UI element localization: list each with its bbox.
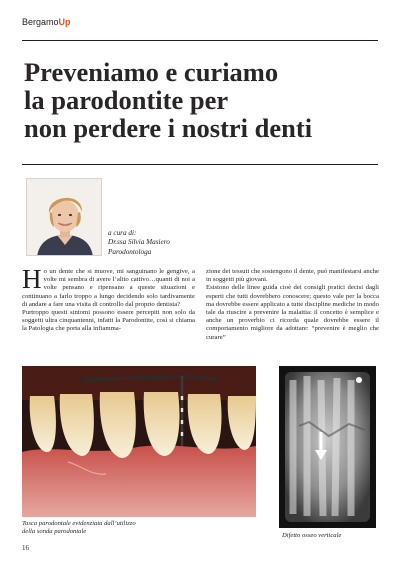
drop-cap: H bbox=[22, 264, 42, 294]
author-portrait-image bbox=[27, 179, 102, 256]
caption-line: Tasca parodontale evidenziata dall’utilizzo bbox=[22, 520, 136, 527]
byline-role: Parodontologa bbox=[108, 247, 152, 256]
title-line-2: la parodontite per bbox=[24, 85, 229, 115]
paragraph-text: o un dente che si muove, mi sanguinano le gengive, a volte mi sembra di avere l’alito cattivo…quanti di noi a volte pensano e ripensano a queste situazioni e continuano a farlo troppo a lungo decidendo solo tardivamente di andare a fare una visita di controllo dal proprio dentista? bbox=[22, 268, 195, 308]
right-figure-caption: Difetto osseo verticale bbox=[282, 532, 342, 539]
paragraph: zione dei tessuti che sostengono il dente, può manifestarsi anche in soggetti più giovani. bbox=[206, 268, 379, 284]
magazine-masthead bbox=[22, 17, 71, 27]
byline bbox=[108, 229, 170, 257]
top-rule bbox=[22, 40, 378, 41]
caption-line: della sonda parodontale bbox=[22, 528, 87, 536]
author-portrait bbox=[26, 178, 102, 256]
dental-xray-image bbox=[279, 366, 376, 528]
periodontal-probe-photo bbox=[22, 366, 256, 517]
page-number: 16 bbox=[22, 544, 29, 552]
masthead-brand: Bergamo bbox=[22, 17, 59, 27]
left-figure-caption bbox=[22, 520, 136, 537]
byline-author: Dr.ssa Silvia Masiero bbox=[108, 238, 170, 247]
paragraph: Esistono delle linee guida cioè dei consigli pratici decisi dagli esperti che tutti dovrebbero conoscere; questo vale per la bocca ma dovrebbe essere applicato a tutte discipline mediche in modo tale da riuscire a prevenire la malattia: il concetto è semplice e anche un proverbio ci ricorda quale dovrebbe essere il comportamento migliore da adottare: “prevenire è meglio che curare” bbox=[206, 284, 379, 341]
masthead-brand-accent: Up bbox=[58, 17, 71, 27]
title-line-1: Preveniamo e curiamo bbox=[24, 57, 279, 87]
periodontal-probe-image bbox=[22, 366, 256, 517]
paragraph bbox=[22, 264, 195, 309]
article-title bbox=[24, 58, 384, 142]
paragraph: Purtroppo questi sintomi possono essere percepiti non solo da soggetti ultra cinquantenni, infatti la Parodontite, così si chiama la Patologia che porta alla infiamma- bbox=[22, 309, 195, 333]
title-rule bbox=[22, 164, 378, 165]
byline-prefix: a cura di: bbox=[108, 229, 137, 237]
article-column-1 bbox=[22, 264, 195, 334]
xray-image bbox=[279, 366, 376, 528]
title-line-3: non perdere i nostri denti bbox=[24, 113, 313, 143]
article-column-2 bbox=[206, 268, 379, 342]
